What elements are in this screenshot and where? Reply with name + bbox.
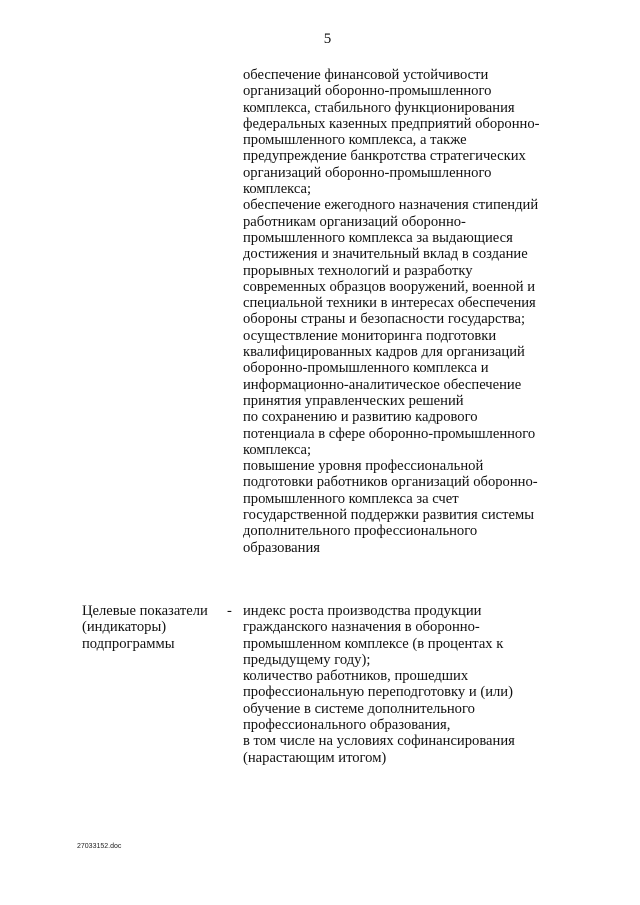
continuation-text-block bbox=[243, 67, 563, 556]
text-line: промышленного комплекса, а также bbox=[243, 132, 467, 149]
label-line: (индикаторы) bbox=[82, 619, 167, 636]
text-line: квалифицированных кадров для организаций bbox=[243, 344, 525, 361]
text-line: федеральных казенных предприятий оборонно- bbox=[243, 115, 540, 132]
text-line: профессионального образования, bbox=[243, 717, 451, 734]
text-line: работникам организаций оборонно- bbox=[243, 213, 466, 230]
target-indicators-text-block bbox=[243, 603, 563, 766]
text-line: обороны страны и безопасности государства; bbox=[243, 311, 526, 328]
text-line: предыдущему году); bbox=[243, 651, 371, 668]
text-line: осуществление мониторинга подготовки bbox=[243, 327, 497, 344]
text-line: подготовки работников организаций оборонно- bbox=[243, 474, 538, 491]
text-line: по сохранению и развитию кадрового bbox=[243, 409, 478, 426]
footer-file-name: 27033152.doc bbox=[77, 843, 122, 850]
text-line: прорывных технологий и разработку bbox=[243, 262, 473, 279]
text-line: достижения и значительный вклад в создание bbox=[243, 246, 528, 263]
text-line: обучение в системе дополнительного bbox=[243, 700, 475, 717]
text-line: профессиональную переподготовку и (или) bbox=[243, 684, 513, 701]
page-number: 5 bbox=[323, 31, 332, 47]
text-line: количество работников, прошедших bbox=[243, 668, 469, 685]
text-line: индекс роста производства продукции bbox=[243, 603, 482, 619]
text-line: промышленном комплексе (в процентах к bbox=[243, 635, 504, 652]
text-line: (нарастающим итогом) bbox=[243, 749, 387, 766]
target-indicators-label bbox=[82, 603, 222, 652]
text-line: гражданского назначения в оборонно- bbox=[243, 619, 480, 636]
text-line: промышленного комплекса за счет bbox=[243, 490, 459, 507]
text-line: специальной техники в интересах обеспечения bbox=[243, 295, 536, 312]
text-line: принятия управленческих решений bbox=[243, 392, 464, 409]
text-line: комплекса; bbox=[243, 181, 312, 198]
text-line: промышленного комплекса за выдающиеся bbox=[243, 229, 513, 246]
text-line: в том числе на условиях софинансирования bbox=[243, 733, 515, 750]
text-line: комплекса, стабильного функционирования bbox=[243, 99, 515, 116]
row-dash: - bbox=[227, 603, 232, 619]
text-line: предупреждение банкротства стратегических bbox=[243, 148, 526, 165]
text-line: повышение уровня профессиональной bbox=[243, 458, 484, 475]
text-line: организаций оборонно-промышленного bbox=[243, 83, 492, 100]
label-line: Целевые показатели bbox=[82, 603, 208, 619]
text-line: современных образцов вооружений, военной и bbox=[243, 278, 536, 295]
text-line: организаций оборонно-промышленного bbox=[243, 164, 492, 181]
text-line: потенциала в сфере оборонно-промышленного bbox=[243, 425, 536, 442]
text-line: дополнительного профессионального bbox=[243, 523, 478, 540]
text-line: оборонно-промышленного комплекса и bbox=[243, 360, 489, 377]
text-line: обеспечение финансовой устойчивости bbox=[243, 67, 489, 83]
text-line: информационно-аналитическое обеспечение bbox=[243, 376, 522, 393]
text-line: обеспечение ежегодного назначения стипендий bbox=[243, 197, 539, 214]
text-line: государственной поддержки развития системы bbox=[243, 507, 535, 524]
text-line: образования bbox=[243, 539, 320, 556]
label-line: подпрограммы bbox=[82, 635, 175, 652]
text-line: комплекса; bbox=[243, 441, 312, 458]
